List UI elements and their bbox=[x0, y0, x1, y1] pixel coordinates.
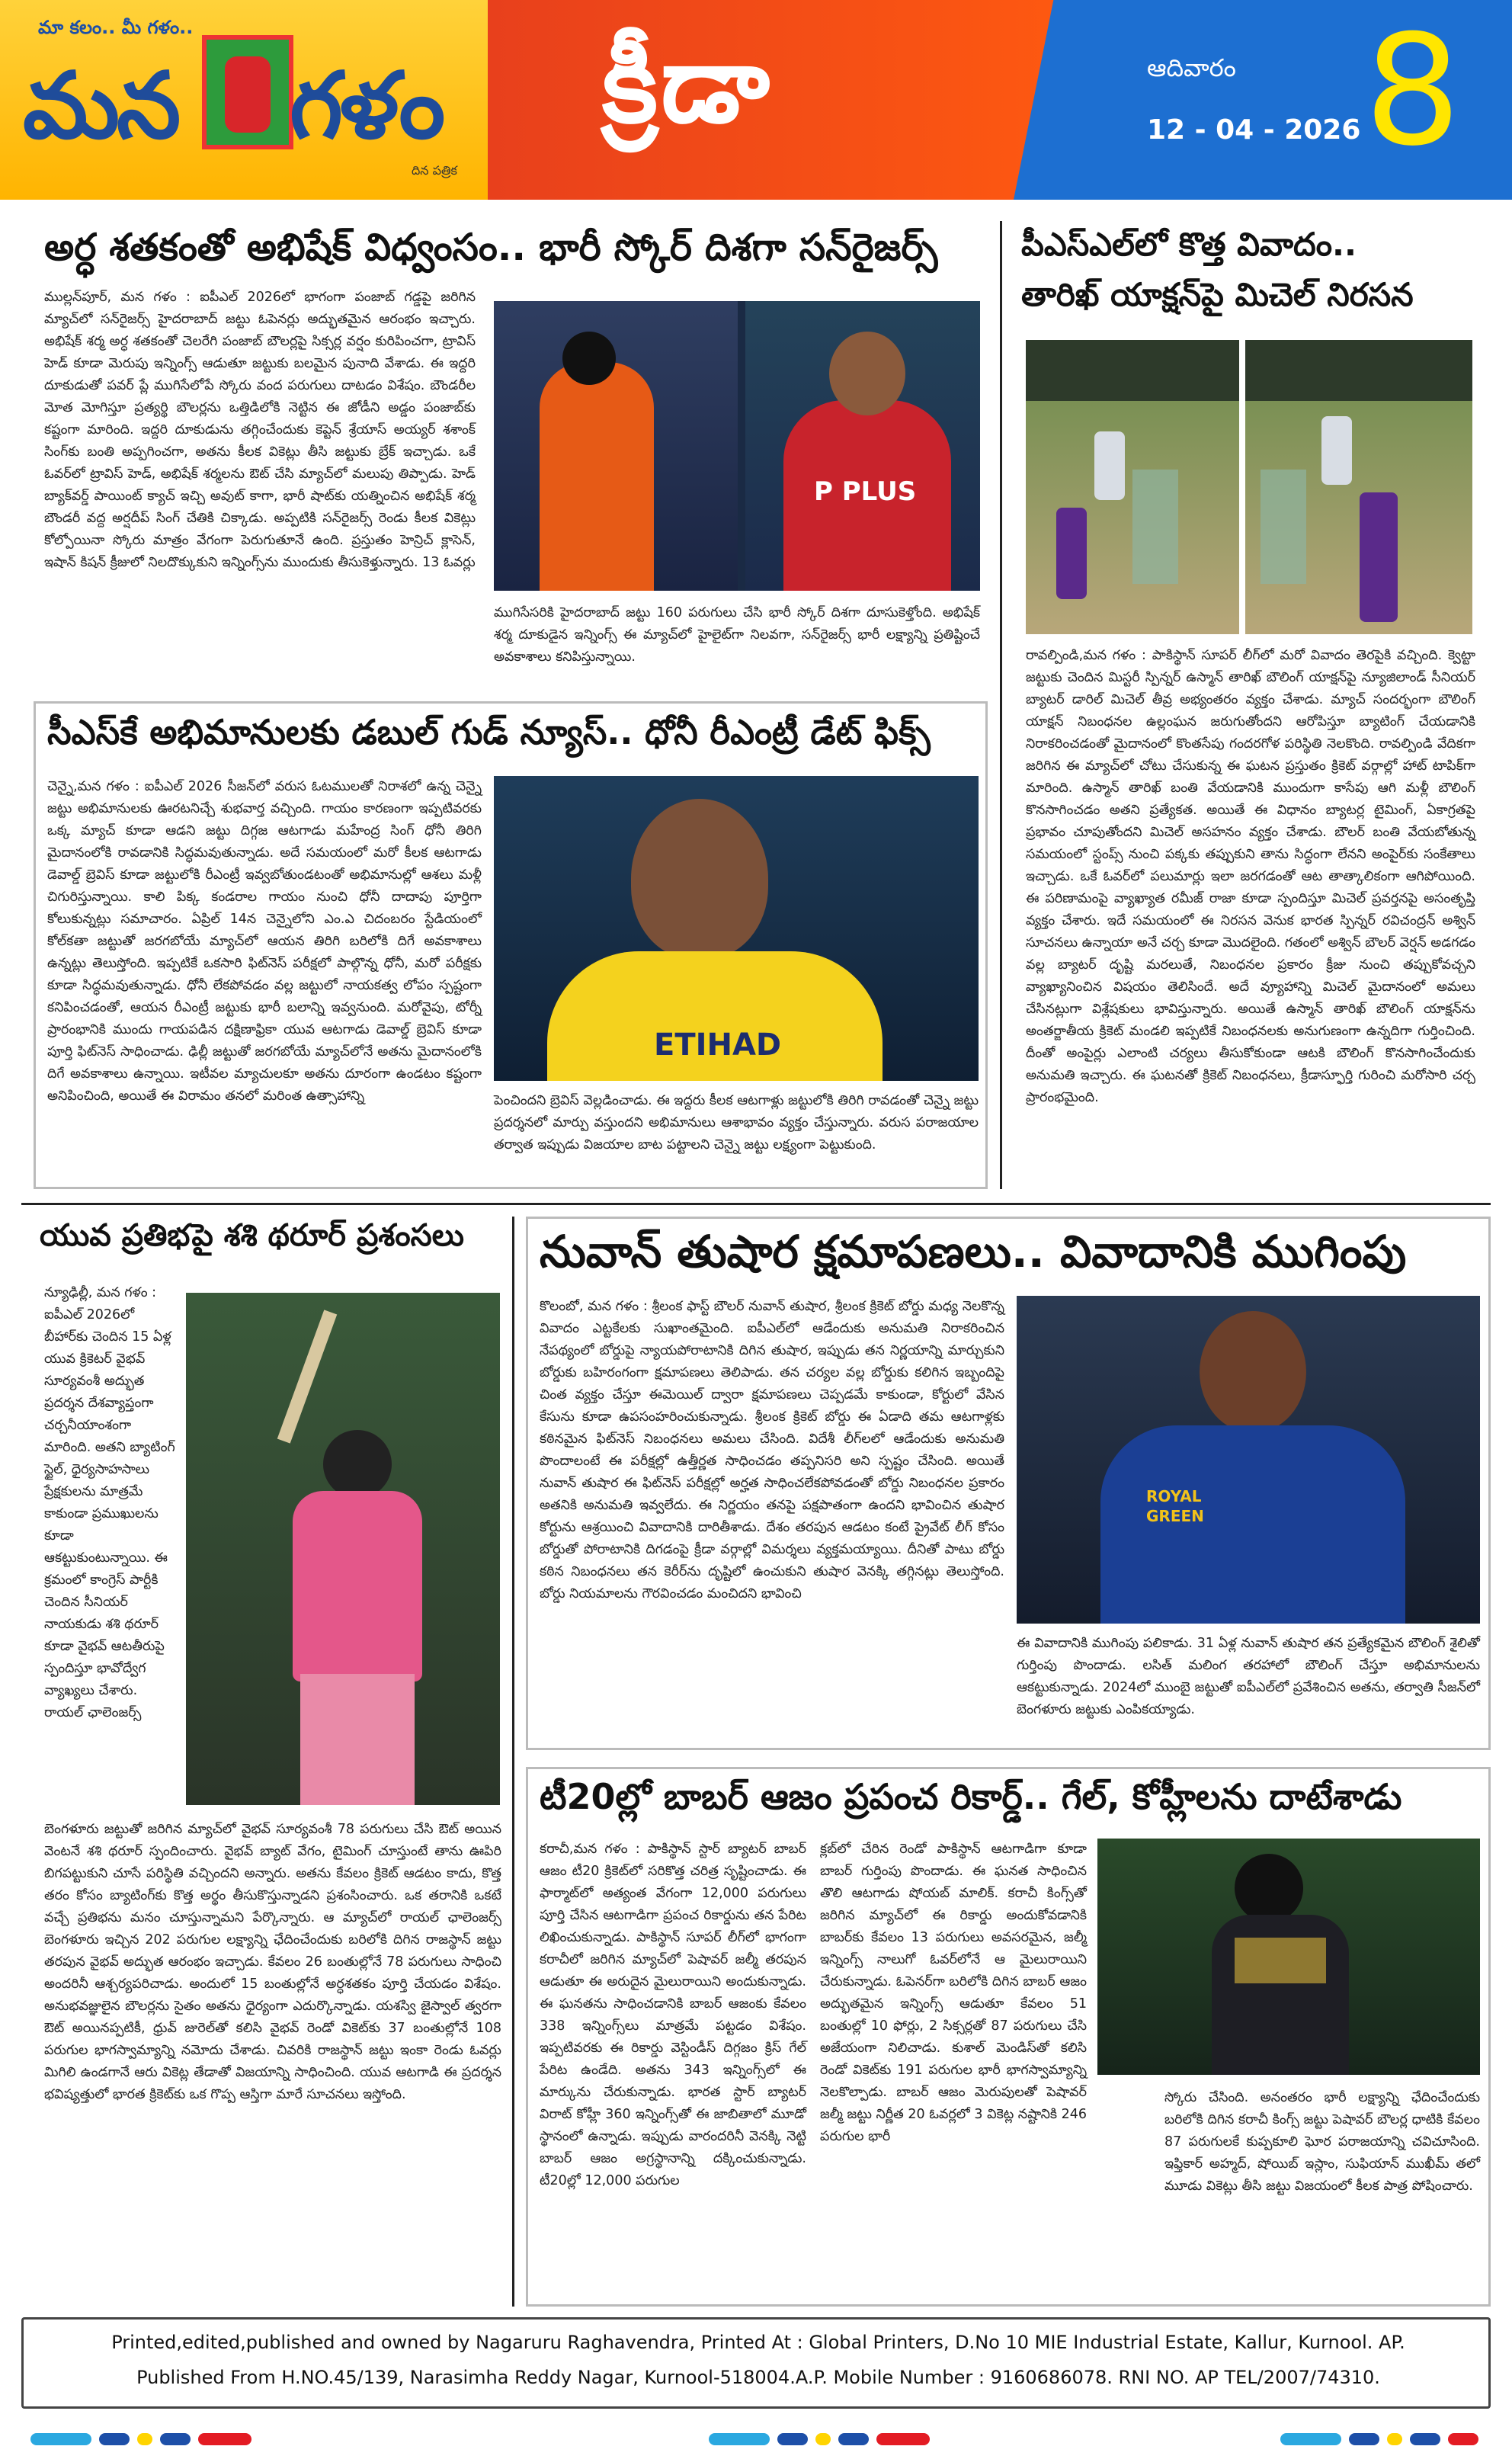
article-3-caption: పెంచిందని బ్రెవిస్ వెల్లడించాడు. ఈ ఇద్దరు కీలక ఆటగాళ్లు జట్టులోకి తిరిగి రావడంతో చెన్నై జట్టు ప్రదర్శనలో మార్పు వస్తుందని అభిమానులు ఆశాభావం వ్యక్తం చేస్తున్నారు. వరుస పరాజయాల తర్వాత ఇప్పుడు విజయాల బాట పట్టాలని చెన్నై జట్టు లక్ష్యంగా పెట్టుకుంది. bbox=[494, 1093, 979, 1153]
article-6-photo bbox=[1097, 1839, 1480, 2075]
day-name: ఆదివారం bbox=[1147, 53, 1236, 82]
article-2-subhead: తారిఖ్ యాక్షన్‌పై మిచెల్ నిరసన bbox=[1021, 276, 1414, 313]
article-6-col1: కరాచీ,మన గళం : పాకిస్థాన్ స్టార్ బ్యాటర్ బాబర్ ఆజం టీ20 క్రికెట్‌లో సరికొత్త చరిత్ర సృష్టించాడు. ఈ ఫార్మాట్‌లో అత్యంత వేగంగా 12,000 పరుగులు పూర్తి చేసిన ఆటగాడిగా ప్రపంచ రికార్డును తన పేరిట లిఖించుకున్నాడు. పాకిస్థాన్ సూపర్ లీగ్‌లో భాగంగా కరాచీలో జరిగిన మ్యాచ్‌లో పెషావర్ జల్మీ తరపున ఆడుతూ ఈ అరుదైన మైలురాయిని అందుకున్నాడు. ఈ ఘనతను సాధించడానికి బాబర్ ఆజంకు కేవలం 338 ఇన్నింగ్స్‌లు మాత్రమే పట్టడం విశేషం. ఇప్పటివరకు ఈ రికార్డు వెస్టిండీస్ దిగ్గజం క్రిస్ గేల్ పేరిట ఉండేది. అతను 343 ఇన్నింగ్స్‌లో ఈ మార్కును చేరుకున్నాడు. భారత స్టార్ బ్యాటర్ విరాట్ కోహ్లీ 360 ఇన్నింగ్స్‌తో ఈ జాబితాలో మూడో స్థానంలో ఉన్నాడు. ఇప్పుడు వారందరినీ వెనక్కి నెట్టి బాబర్ ఆజం అగ్రస్థానాన్ని దక్కించుకున్నాడు. టీ20ల్లో 12,000 పరుగుల bbox=[540, 1842, 806, 2188]
section-title: క్రీడా bbox=[602, 23, 773, 147]
column-divider bbox=[1000, 221, 1002, 1189]
row-divider bbox=[21, 1203, 1491, 1205]
article-6-caption: స్కోరు చేసింది. అనంతరం భారీ లక్ష్యాన్ని ఛేదించేందుకు బరిలోకి దిగిన కరాచీ కింగ్స్ జట్టు పెషావర్ బౌలర్ల ధాటికి కేవలం 87 పరుగులకే కుప్పకూలి ఘోర పరాజయాన్ని చవిచూసింది. ఇఫ్తికార్ అహ్మద్, షోయిబ్ ఇస్లాం, సుఫియాన్ ముఖీమ్ తలో మూడు వికెట్లు తీసి జట్టు విజయంలో కీలక పాత్ర పోషించారు. bbox=[1164, 2090, 1480, 2194]
article-4-headline: యువ ప్రతిభపై శశి థరూర్ ప్రశంసలు bbox=[40, 1218, 464, 1253]
jersey-sponsor: P PLUS bbox=[814, 476, 917, 507]
batter-figure bbox=[540, 362, 654, 591]
imprint-box bbox=[21, 2317, 1491, 2409]
masthead bbox=[0, 0, 1512, 200]
article-6-headline: టీ20ల్లో బాబర్ ఆజం ప్రపంచ రికార్డ్.. గేల్, కోహ్లీలను దాటేశాడు bbox=[540, 1776, 1402, 1817]
column-divider bbox=[512, 1217, 514, 2307]
article-5-caption: ఈ వివాదానికి ముగింపు పలికాడు. 31 ఏళ్ల నువాన్ తుషార తన ప్రత్యేకమైన బౌలింగ్ శైలితో గుర్తింపు పొందాడు. లసిత్ మలింగ తరహాలో బౌలింగ్ చేస్తూ అభిమానులను ఆకట్టుకున్నాడు. 2024లో ముంబై జట్టుతో ఐపీఎల్‌లో ప్రవేశించిన అతను, తర్వాతి సీజన్‌లో బెంగళూరు జట్టుకు ఎంపికయ్యాడు. bbox=[1017, 1636, 1480, 1717]
article-5-headline: నువాన్ తుషార క్షమాపణలు.. వివాదానికి ముగింపు bbox=[540, 1226, 1407, 1278]
article-1-body: ముల్లన్‌పూర్, మన గళం : ఐపీఎల్ 2026లో భాగంగా పంజాబ్ గడ్డపై జరిగిన మ్యాచ్‌లో సన్‌రైజర్స్ హైదరాబాద్ జట్టు ఓపెనర్లు అద్భుతమైన ఆరంభం ఇచ్చారు. అభిషేక్ శర్మ అర్ధ శతకంతో చెలరేగి పంజాబ్ బౌలర్లపై సిక్సర్ల వర్షం కురిపించగా, ట్రావిస్ హెడ్ కూడా మెరుపు ఇన్నింగ్స్ ఆడుతూ జట్టుకు బలమైన పునాది వేశాడు. ఈ ఇద్దరి దూకుడుతో పవర్ ప్లే ముగిసేలోపే స్కోరు వంద పరుగులు దాటడం విశేషం. బౌండరీల మోత మోగిస్తూ ప్రత్యర్థి బౌలర్లను ఒత్తిడిలోకి నెట్టిన ఈ జోడీని అడ్డం పంజాబ్‌కు కష్టంగా మారింది. ఇద్దరి దూకుడును తగ్గించేందుకు కెప్టెన్ శ్రేయాస్ అయ్యర్ శశాంక్ సింగ్‌కు బంతి అప్పగించగా, అతను కీలక వికెట్లు తీసి జట్టుకు బ్రేక్ ఇచ్చాడు. ఒకే ఓవర్‌లో ట్రావిస్ హెడ్, అభిషేక్ శర్మలను ఔట్ చేసి మ్యాచ్‌లో మలుపు తిప్పాడు. హెడ్ బ్యాక్‌వర్డ్ పాయింట్ క్యాచ్ ఇచ్చి అవుట్ కాగా, భారీ షాట్‌కు యత్నించిన అభిషేక్ శర్మ బౌండరీ వద్ద అర్షదీప్ సింగ్ చేతికి చిక్కాడు. అప్పటికి సన్‌రైజర్స్ రెండు కీలక వికెట్లు కోల్పోయినా స్కోరు మాత్రం వేగంగా పెరుగుతూనే ఉంది. ప్రస్తుతం హెన్రిచ్ క్లాసెన్, ఇషాన్ కిషన్ క్రీజులో నిలదొక్కుకుని ఇన్నింగ్స్‌ను ముందుకు తీసుకెళ్తున్నారు. 13 ఓవర్లు bbox=[44, 290, 476, 570]
imprint-line-2: Published From H.NO.45/139, Narasimha Reddy Nagar, Kurnool-518004.A.P. Mobile Number : 9160686078. RNI NO. AP TEL/2007/74310. bbox=[136, 2367, 1380, 2388]
article-5-photo bbox=[1017, 1296, 1480, 1624]
article-6-col2: క్లబ్‌లో చేరిన రెండో పాకిస్థాన్ ఆటగాడిగా కూడా బాబర్ గుర్తింపు పొందాడు. ఈ ఘనత సాధించిన తొలి ఆటగాడు షోయబ్ మాలిక్. కరాచీ కింగ్స్‌తో జరిగిన మ్యాచ్‌లో ఈ రికార్డు అందుకోవడానికి బాబర్‌కు కేవలం 13 పరుగులు అవసరమైన, జల్మీ ఇన్నింగ్స్ నాలుగో ఓవర్‌లోనే ఆ మైలురాయిని చేరుకున్నాడు. ఓపెనర్‌గా బరిలోకి దిగిన బాబర్ ఆజం అద్భుతమైన ఇన్నింగ్స్ ఆడుతూ కేవలం 51 బంతుల్లో 10 ఫోర్లు, 2 సిక్సర్లతో 87 పరుగులు చేసి అజేయంగా నిలిచాడు. కుశాల్ మెండిస్‌తో కలిసి రెండో వికెట్‌కు 191 పరుగుల భారీ భాగస్వామ్యాన్ని నెలకొల్పాడు. బాబర్ ఆజం మెరుపులతో పెషావర్ జల్మీ జట్టు నిర్ణీత 20 ఓవర్లలో 3 వికెట్ల నష్టానికి 246 పరుగుల భారీ bbox=[820, 1842, 1087, 2144]
article-1-caption: ముగిసేసరికి హైదరాబాద్ జట్టు 160 పరుగులు చేసి భారీ స్కోర్ దిశగా దూసుకెళ్తోంది. అభిషేక్ శర్మ దూకుడైన ఇన్నింగ్స్ ఈ మ్యాచ్‌లో హైలైట్‌గా నిలవగా, సన్‌రైజర్స్ భారీ లక్ష్యాన్ని ప్రతిష్టించే అవకాశాలు కనిపిస్తున్నాయి. bbox=[494, 605, 980, 665]
page-number: 8 bbox=[1364, 2, 1462, 180]
raised-fist-icon bbox=[202, 35, 293, 149]
article-4-side-text: న్యూఢిల్లీ, మన గళం : ఐపీఎల్ 2026లో బీహార్‌కు చెందిన 15 ఏళ్ల యువ క్రికెటర్ వైభవ్ సూర్యవంశీ అద్భుత ప్రదర్శన దేశవ్యాప్తంగా చర్చనీయాంశంగా మారింది. అతని బ్యాటింగ్ స్టైల్, ధైర్యసాహసాలు ప్రేక్షకులను మాత్రమే కాకుండా ప్రముఖులను కూడా ఆకట్టుకుంటున్నాయి. ఈ క్రమంలో కాంగ్రెస్ పార్టీకి చెందిన సీనియర్ నాయకుడు శశి థరూర్ కూడా వైభవ్ ఆటతీరుపై స్పందిస్తూ భావోద్వేగ వ్యాఖ్యలు చేశారు. రాయల్ ఛాలెంజర్స్ bbox=[44, 1285, 175, 1720]
article-1-photo bbox=[494, 301, 980, 591]
article-5-body: కొలంబో, మన గళం : శ్రీలంక ఫాస్ట్ బౌలర్ నువాన్ తుషార, శ్రీలంక క్రికెట్ బోర్డు మధ్య నెలకొన్న వివాదం ఎట్టకేలకు సుఖాంతమైంది. ఐపీఎల్‌లో ఆడేందుకు అనుమతి నిరాకరించిన నేపథ్యంలో బోర్డుపై న్యాయపోరాటానికి దిగిన తుషార, ఇప్పుడు తన నిర్ణయాన్ని మార్చుకుని బోర్డుకు బహిరంగంగా క్షమాపణలు తెలిపాడు. తన చర్యల వల్ల బోర్డుకు కలిగిన ఇబ్బందిపై చింత వ్యక్తం చేస్తూ ఈమెయిల్ ద్వారా క్షమాపణలు చెప్పడమే కాకుండా, కోర్టులో వేసిన కేసును కూడా ఉపసంహరించుకున్నాడు. శ్రీలంక క్రికెట్ బోర్డు ఈ ఏడాది తమ ఆటగాళ్లకు కఠినమైన ఫిట్‌నెస్ నిబంధనలు అమలు చేసింది. విదేశీ లీగ్‌లలో ఆడేందుకు అనుమతి పొందాలంటే ఈ పరీక్షల్లో ఉత్తీర్ణత సాధించడం తప్పనిసరి అని స్పష్టం చేసింది. అయితే నువాన్ తుషార ఈ ఫిట్‌నెస్ పరీక్షల్లో అర్హత సాధించలేకపోవడంతో బోర్డు నిబంధనల ప్రకారం అతనికి అనుమతి ఇవ్వలేదు. ఈ నిర్ణయం తనపై పక్షపాతంగా ఉందని భావించిన తుషార కోర్టును ఆశ్రయించి వివాదానికి దారితీశాడు. దేశం తరపున ఆడటం కంటే ప్రైవేట్ లీగ్ కోసం బోర్డుతో పోరాటానికి దిగడంపై క్రీడా వర్గాల్లో విమర్శలు వ్యక్తమయ్యాయి. దీనితో పాటు బోర్డు కఠిన నిబంధనలు తన కెరీర్‌ను దృష్టిలో ఉంచుకుని తుషార వెనక్కి తగ్గినట్లు తెలుస్తోంది. బోర్డు నియమాలను గౌరవించడం మంచిదని భావించి bbox=[540, 1299, 1004, 1601]
article-2-photo-left bbox=[1026, 340, 1239, 634]
tagline: మా కలం.. మీ గళం.. bbox=[38, 17, 194, 38]
article-2-body: రావల్పిండి,మన గళం : పాకిస్థాన్ సూపర్ లీగ్‌లో మరో వివాదం తెరపైకి వచ్చింది. క్వెట్టా జట్టుకు చెందిన మిస్టరీ స్పిన్నర్ ఉస్మాన్ తారిఖ్ బౌలింగ్ యాక్షన్‌పై న్యూజిలాండ్ సీనియర్ బ్యాటర్ డారిల్ మిచెల్ తీవ్ర అభ్యంతరం వ్యక్తం చేశాడు. మ్యాచ్ సందర్భంగా బౌలింగ్ యాక్షన్ నిబంధనల ఉల్లంఘన జరుగుతోందని ఆరోపిస్తూ బ్యాటింగ్ చేయడానికి నిరాకరించడంతో మైదానంలో కొంతసేపు గందరగోళ పరిస్థితి నెలకొంది. రావల్పిండి వేదికగా జరిగిన ఈ మ్యాచ్‌లో చోటు చేసుకున్న ఈ ఘటన ప్రస్తుతం క్రికెట్ వర్గాల్లో హాట్ టాపిక్‌గా మారింది. ఉస్మాన్ తారిఖ్ బంతి వేయడానికి ముందుగా కాసేపు ఆగి మళ్లీ బౌలింగ్ కొనసాగించడం అతని ప్రత్యేకత. అయితే ఈ విధానం బ్యాటర్ల టైమింగ్, ఏకాగ్రతపై ప్రభావం చూపుతోందని మిచెల్ అసహనం వ్యక్తం చేశాడు. బౌలర్ బంతి వేయబోతున్న సమయంలో స్టంప్స్ నుంచి పక్కకు తప్పుకుని తాను సిద్ధంగా లేనని అంపైర్‌కు సంకేతాలు ఇచ్చాడు. ఒకే ఓవర్‌లో పలుమార్లు ఇలా జరగడంతో ఆట తాత్కాలికంగా ఆగిపోయింది. ఈ పరిణామంపై వ్యాఖ్యాత రమీజ్ రాజా కూడా స్పందిస్తూ మిచెల్ ప్రవర్తనపై అసంతృప్తి వ్యక్తం చేశారు. ఇదే సమయంలో ఈ నిరసన వెనుక భారత స్పిన్నర్ రవిచంద్రన్ అశ్విన్ సూచనలు ఉన్నాయా అనే చర్చ కూడా మొదలైంది. గతంలో అశ్విన్ బౌలర్ వెర్షన్ అడగడం వల్ల బ్యాటర్ దృష్టి మరలుతే, నిబంధనల ప్రకారం క్రీజు నుంచి తప్పుకోవచ్చని వ్యాఖ్యానించిన విషయం తెలిసిందే. అదే వ్యూహాన్ని మిచెల్ మైదానంలో అమలు చేసినట్లుగా విశ్లేషకులు భావిస్తున్నారు. అయితే ఉస్మాన్ తారిఖ్ బౌలింగ్ యాక్షన్‌ను అంతర్జాతీయ క్రికెట్ మండలి ఇప్పటికే నిబంధనలకు అనుగుణంగా ఉన్నదిగా గుర్తించింది. దీంతో అంపైర్లు ఎలాంటి చర్యలు తీసుకోకుండా ఆటకి బౌలింగ్ కొనసాగించేందుకు అనుమతి ఇచ్చారు. ఈ ఘటనతో క్రికెట్ నిబంధనలు, క్రీడాస్ఫూర్తి గురించి మరోసారి చర్చ ప్రారంభమైంది. bbox=[1026, 648, 1475, 1105]
article-2-headline: పీఎస్ఎల్‌లో కొత్త వివాదం.. bbox=[1021, 226, 1357, 263]
article-3-body: చెన్నై,మన గళం : ఐపీఎల్ 2026 సీజన్‌లో వరుస ఓటములతో నిరాశలో ఉన్న చెన్నై జట్టు అభిమానులకు ఊరటనిచ్చే శుభవార్త వచ్చింది. గాయం కారణంగా ఇప్పటివరకు ఒక్క మ్యాచ్ కూడా ఆడని జట్టు దిగ్గజ ఆటగాడు మహేంద్ర సింగ్ ధోనీ తిరిగి మైదానంలోకి రావడానికి సిద్ధమవుతున్నాడు. అదే సమయంలో మరో కీలక ఆటగాడు డెవాల్డ్ బ్రెవిస్ కూడా జట్టులోకి రీఎంట్రీ ఇవ్వబోతుండటంతో అభిమానుల్లో ఆశలు మళ్లీ చిగురిస్తున్నాయి. కాలి పిక్క కండరాల గాయం నుంచి ధోనీ దాదాపు పూర్తిగా కోలుకున్నట్లు సమాచారం. ఏప్రిల్ 14న చెన్నైలోని ఎం.ఎ చిదంబరం స్టేడియంలో కోల్‌కతా జట్టుతో జరగబోయే మ్యాచ్‌లో ఆయన తిరిగి బరిలోకి దిగే అవకాశాలు ఉన్నట్లు తెలుస్తోంది. ఇప్పటికే ఒకసారి ఫిట్‌నెస్ పరీక్షలో పాల్గొన్న ధోనీ, మరో పరీక్షకు కూడా సిద్ధమవుతున్నాడు. ధోనీ లేకపోవడం వల్ల జట్టులో నాయకత్వ లోపం స్పష్టంగా కనిపించడంతో, ఆయన రీఎంట్రీ జట్టుకు భారీ బలాన్ని ఇవ్వనుంది. మరోవైపు, టోర్నీ ప్రారంభానికి ముందు గాయపడిన దక్షిణాఫ్రికా యువ ఆటగాడు డెవాల్డ్ బ్రెవిస్ కూడా పూర్తి ఫిట్‌నెస్ సాధించాడు. ఢిల్లీ జట్టుతో జరగబోయే మ్యాచ్‌లోనే అతను మైదానంలోకి దిగే అవకాశాలు ఉన్నాయి. ఇటీవల మ్యాచులకూ అతను దూరంగా ఉండటం కష్టంగా అనిపించింది, అయితే ఈ విరామం తనలో మరింత ఉత్సాహాన్ని bbox=[47, 779, 482, 1104]
rr-jersey bbox=[293, 1491, 422, 1682]
logo-subtitle: దిన పత్రిక bbox=[412, 163, 457, 178]
logo-text-left: మన bbox=[23, 53, 178, 159]
article-2-photo-right bbox=[1245, 340, 1472, 634]
article-4-body: బెంగళూరు జట్టుతో జరిగిన మ్యాచ్‌లో వైభవ్ సూర్యవంశీ 78 పరుగులు చేసి ఔట్ అయిన వెంటనే శశి థరూర్ స్పందించారు. వైభవ్ బ్యాట్ వేగం, టైమింగ్ చూస్తుంటే తాను ఊపిరి బిగపట్టుకుని చూసే పరిస్థితి వచ్చిందని అన్నారు. అతను కేవలం క్రికెట్ ఆడటం కాదు, కొత్త తరం కోసం బ్యాటింగ్‌కు కొత్త అర్థం తీసుకొస్తున్నాడని ప్రశంసించారు. ఒక తరానికి ఒకటే వచ్చే ప్రతిభను మనం చూస్తున్నామని పేర్కొన్నారు. ఆ మ్యాచ్‌లో రాయల్ ఛాలెంజర్స్ బెంగళూరు ఇచ్చిన 202 పరుగుల లక్ష్యాన్ని ఛేదించేందుకు బరిలోకి దిగిన రాజస్థాన్ జట్టు తరపున వైభవ్ అద్భుత ఆరంభం ఇచ్చాడు. కేవలం 26 బంతుల్లోనే 78 పరుగులు సాధించి అందరినీ ఆశ్చర్యపరిచాడు. అందులో 15 బంతుల్లోనే అర్ధశతకం పూర్తి చేయడం విశేషం. అనుభవజ్ఞులైన బౌలర్లను సైతం అతను ధైర్యంగా ఎదుర్కొన్నాడు. యశస్వి జైస్వాల్ త్వరగా ఔట్ అయినప్పటికీ, ధ్రువ్ జురెల్‌తో కలిసి వైభవ్ రెండో వికెట్‌కు 37 బంతుల్లోనే 108 పరుగుల భాగస్వామ్యాన్ని నమోదు చేశాడు. చివరికి రాజస్థాన్ జట్టు ఇంకా రెండు ఓవర్లు మిగిలి ఉండగానే ఆరు వికెట్ల తేడాతో విజయాన్ని సాధించింది. యువ ఆటగాడి ఈ ప్రదర్శన భవిష్యత్తులో భారత క్రికెట్‌కు ఒక గొప్ప ఆస్తిగా మారే సూచనలు ఇస్తోంది. bbox=[44, 1822, 501, 2102]
article-3-headline: సీఎస్‌కే అభిమానులకు డబుల్ గుడ్ న్యూస్.. ధోనీ రీఎంట్రీ డేట్ ఫిక్స్ bbox=[47, 712, 931, 752]
decorative-strip bbox=[30, 2433, 1478, 2448]
imprint-line-1: Printed,edited,published and owned by Nagaruru Raghavendra, Printed At : Global Printers, D.No 10 MIE Industrial Estate, Kallur, Kurnool. AP. bbox=[111, 2332, 1405, 2353]
jersey-sponsor: ROYAL GREEN bbox=[1146, 1487, 1204, 1525]
issue-date: 12 - 04 - 2026 bbox=[1147, 114, 1361, 146]
article-4-photo bbox=[186, 1293, 500, 1805]
logo-text-right: గళం bbox=[290, 53, 443, 159]
section-banner bbox=[488, 0, 1097, 200]
jersey-sponsor: ETIHAD bbox=[654, 1028, 782, 1063]
article-3-photo bbox=[494, 776, 979, 1081]
article-1-headline: అర్ధ శతకంతో అభిషేక్ విధ్వంసం.. భారీ స్కోర్ దిశగా సన్‌రైజర్స్ bbox=[44, 226, 938, 269]
